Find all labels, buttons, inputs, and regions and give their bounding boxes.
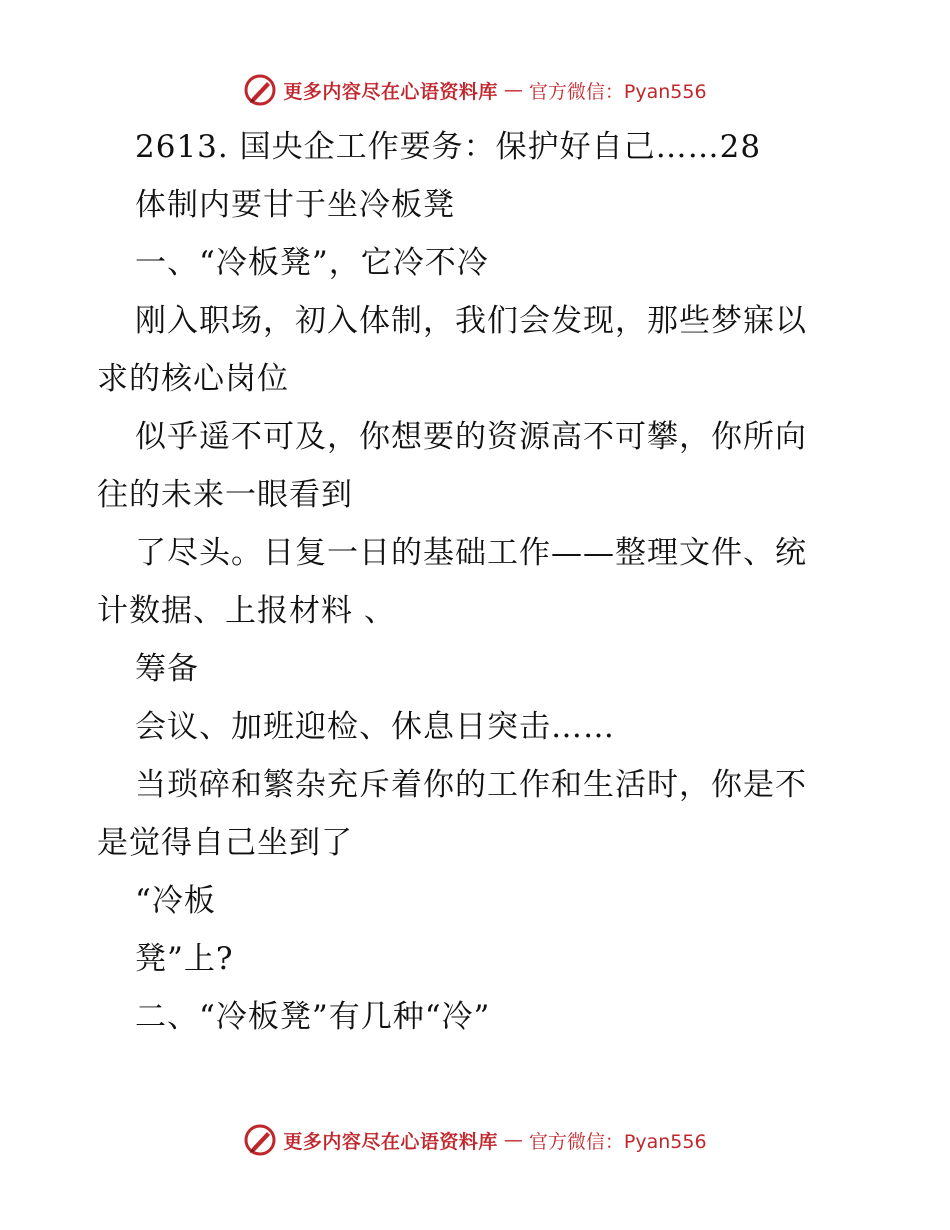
footer-watermark [0,1120,950,1160]
text-line: 凳”上? [135,941,234,977]
wechat-text: 官方微信：Pyan556 [528,80,707,103]
text-line: “冷板 [135,883,216,919]
text-line: 往的未来一眼看到 [97,477,353,513]
separator-text: — [503,1129,523,1151]
text-line: 2613. 国央企工作要务：保护好自己……28 [135,129,762,165]
header-watermark [0,70,950,110]
document-body [97,118,857,1046]
text-line: 似乎遥不可及，你想要的资源高不可攀，你所向 [135,419,807,455]
text-line: 一、“冷板凳”，它冷不冷 [135,245,489,281]
text-line: 当琐碎和繁杂充斥着你的工作和生活时，你是不 [135,767,807,803]
separator-text: — [503,79,523,101]
wechat-text: 官方微信：Pyan556 [528,1130,707,1153]
promo-text: 更多内容尽在心语资料库 [283,80,498,103]
text-line: 是觉得自己坐到了 [97,825,353,861]
text-line: 二、“冷板凳”有几种“冷” [135,999,491,1035]
text-line: 了尽头。日复一日的基础工作——整理文件、统 [135,535,807,571]
text-line: 刚入职场，初入体制，我们会发现，那些梦寐以 [135,303,807,339]
text-line: 筹备 [135,651,199,687]
text-line: 会议、加班迎检、休息日突击…… [135,709,615,745]
text-line: 体制内要甘于坐冷板凳 [135,187,455,223]
pen-logo-icon [243,1123,277,1157]
promo-text: 更多内容尽在心语资料库 [283,1130,498,1153]
text-line: 求的核心岗位 [97,361,289,397]
text-line: 计数据、上报材料 、 [97,593,396,629]
pen-logo-icon [243,73,277,107]
